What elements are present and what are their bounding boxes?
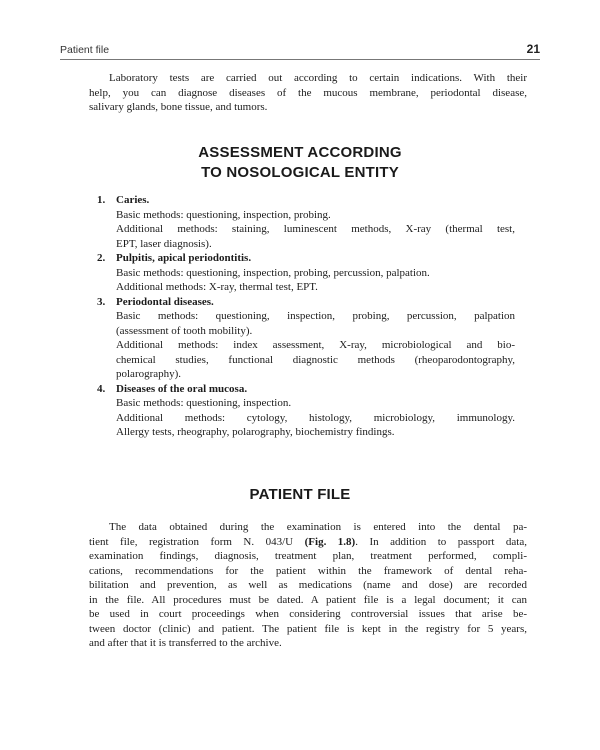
entity-item-pulpitis — [97, 251, 515, 295]
patient-file-line: in the file. All procedures must be dated. A patient file is a legal document; it can — [89, 593, 527, 606]
intro-line: salivary glands, bone tissue, and tumors. — [89, 101, 268, 113]
patient-file-paragraph — [89, 520, 527, 651]
assessment-heading-line: ASSESSMENT ACCORDING — [198, 144, 402, 161]
entity-line: Additional methods: index assessment, X-ray, microbiological and bio- — [116, 339, 515, 351]
entity-item-caries — [97, 193, 515, 251]
entity-line: Basic methods: questioning, inspection, probing. — [116, 208, 331, 221]
patient-file-line: be used in court proceedings when considering controversial issues that arise be- — [89, 608, 527, 620]
intro-line: Laboratory tests are carried out according to certain indications. With their — [109, 72, 527, 84]
entity-name: Diseases of the oral mucosa. — [116, 382, 248, 395]
nosological-entity-list — [97, 193, 515, 440]
entity-number: 3. — [97, 295, 106, 308]
entity-line: Additional methods: staining, luminescent methods, X-ray (thermal test, — [116, 223, 515, 235]
entity-line: Basic methods: questioning, inspection. — [116, 397, 292, 409]
running-title: Patient file — [60, 44, 110, 56]
patient-file-line — [89, 535, 527, 550]
patient-file-line: tween doctor (clinic) and patient. The patient file is kept in the registry for 5 years, — [89, 622, 527, 635]
entity-name: Periodontal diseases. — [116, 295, 214, 308]
intro-paragraph — [89, 71, 527, 115]
entity-line: Additional methods: cytology, histology, microbiology, immunology. — [116, 411, 515, 424]
assessment-heading — [60, 143, 540, 183]
patient-file-line: bilitation and prevention, as well as medications (name and dose) are recorded — [89, 579, 527, 591]
entity-number: 1. — [97, 194, 106, 206]
patient-file-line: The data obtained during the examination is entered into the dental pa- — [109, 521, 527, 533]
entity-line: chemical studies, functional diagnostic methods (rheoparodontography, — [116, 353, 515, 366]
patient-file-line: cations, recommendations for the patient within the framework of dental reha- — [89, 564, 527, 577]
patient-file-heading: PATIENT FILE — [249, 486, 351, 503]
patient-file-line: examination findings, diagnosis, treatment plan, treatment performed, compli- — [89, 550, 527, 562]
entity-line: Allergy tests, rheography, polarography, biochemistry findings. — [116, 426, 395, 438]
entity-line: (assessment of tooth mobility). — [116, 324, 253, 337]
assessment-heading-line: TO NOSOLOGICAL ENTITY — [201, 164, 399, 181]
running-header — [60, 42, 540, 60]
figure-reference: (Fig. 1.8) — [304, 535, 356, 548]
entity-name: Caries. — [116, 194, 150, 206]
patient-file-text: . In addition to passport data, — [355, 535, 527, 548]
entity-name: Pulpitis, apical periodontitis. — [116, 252, 252, 264]
entity-number: 4. — [97, 382, 106, 395]
entity-item-oral-mucosa — [97, 382, 515, 440]
entity-item-periodontal — [97, 295, 515, 382]
patient-file-line: and after that it is transferred to the archive. — [89, 637, 282, 649]
entity-line: Basic methods: questioning, inspection, probing, percussion, palpation — [116, 310, 515, 322]
entity-line: Basic methods: questioning, inspection, probing, percussion, palpation. — [116, 266, 430, 279]
entity-line: polarography). — [116, 368, 182, 380]
entity-line: EPT, laser diagnosis). — [116, 237, 212, 250]
patient-file-text: tient file, registration form N. 043/U — [89, 535, 305, 548]
entity-number: 2. — [97, 252, 106, 264]
page-number: 21 — [526, 42, 540, 56]
intro-line: help, you can diagnose diseases of the mucous membrane, periodontal disease, — [89, 86, 527, 99]
entity-line: Additional methods: X-ray, thermal test, EPT. — [116, 281, 318, 293]
